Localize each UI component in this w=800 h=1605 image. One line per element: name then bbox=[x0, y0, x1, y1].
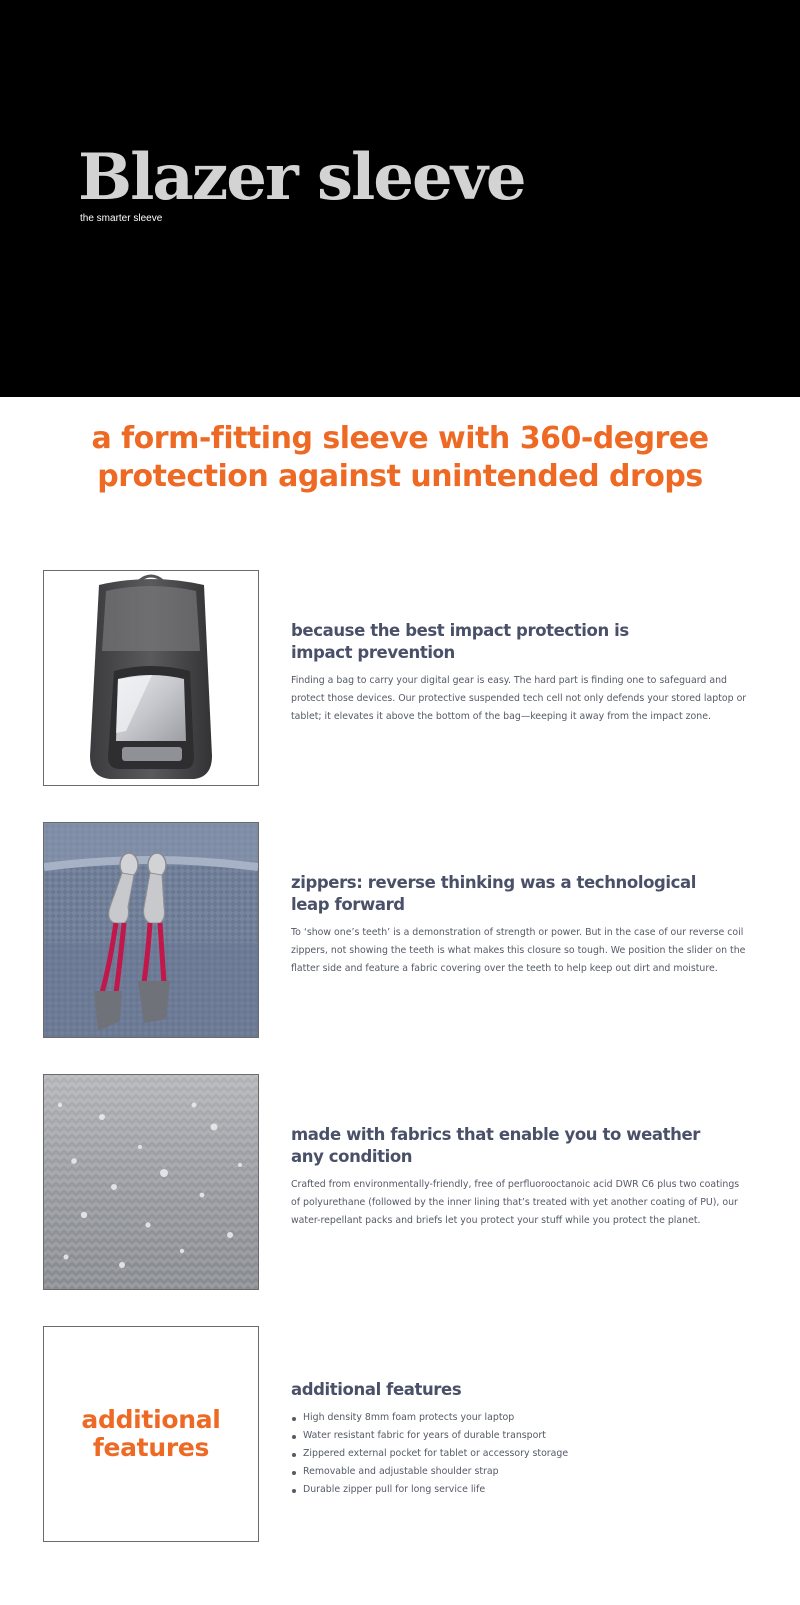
feature-fabrics-title-line-2: any condition bbox=[291, 1147, 413, 1166]
tagline-line-2: protection against unintended drops bbox=[97, 459, 703, 494]
feature-fabrics-body: Crafted from environmentally-friendly, free of perfluorooctanoic acid DWR C6 plus two coatings of polyurethane (followed by the inner lining that’s treated with yet another coating of PU), our water-repellant packs and briefs let you protect your stuff while you protect the planet. bbox=[291, 1179, 740, 1226]
additional-box-line-1: additional bbox=[81, 1405, 221, 1434]
feature-zippers bbox=[0, 822, 800, 1040]
list-item: High density 8mm foam protects your laptop bbox=[303, 1409, 751, 1427]
feature-fabrics-text bbox=[291, 1124, 751, 1230]
list-item: Durable zipper pull for long service life bbox=[303, 1481, 751, 1499]
feature-fabrics-title-line-1: made with fabrics that enable you to weather bbox=[291, 1125, 700, 1144]
feature-impact-text bbox=[291, 620, 751, 726]
feature-impact-title bbox=[291, 620, 751, 664]
feature-fabrics bbox=[0, 1074, 800, 1292]
hero-title: Blazer sleeve bbox=[78, 140, 525, 215]
feature-zippers-text bbox=[291, 872, 751, 978]
fabric-droplets-image bbox=[43, 1074, 259, 1290]
additional-features-text bbox=[291, 1379, 751, 1499]
feature-impact-protection bbox=[0, 570, 800, 788]
feature-zippers-title-line-1: zippers: reverse thinking was a technological bbox=[291, 873, 697, 892]
feature-impact-title-line-2: impact prevention bbox=[291, 643, 455, 662]
feature-additional bbox=[0, 1326, 800, 1544]
list-item: Water resistant fabric for years of durable transport bbox=[303, 1427, 751, 1445]
feature-zippers-title bbox=[291, 872, 751, 916]
additional-features-list bbox=[291, 1409, 751, 1499]
backpack-image bbox=[43, 570, 259, 786]
hero-subtitle: the smarter sleeve bbox=[80, 213, 163, 224]
additional-features-box-text bbox=[81, 1406, 220, 1462]
feature-zippers-body: To ‘show one’s teeth’ is a demonstration of strength or power. But in the case of our reverse coil zippers, not showing the teeth is what makes this closure so tough. We position the slider on the flatter side and feature a fabric covering over the teeth to help keep out dirt and moisture. bbox=[291, 927, 746, 974]
tagline-line-1: a form-fitting sleeve with 360-degree bbox=[91, 421, 709, 456]
feature-zippers-title-line-2: leap forward bbox=[291, 895, 405, 914]
zipper-image bbox=[43, 822, 259, 1038]
feature-impact-title-line-1: because the best impact protection is bbox=[291, 621, 629, 640]
additional-box-line-2: features bbox=[92, 1433, 210, 1462]
list-item: Zippered external pocket for tablet or accessory storage bbox=[303, 1445, 751, 1463]
feature-fabrics-title bbox=[291, 1124, 751, 1168]
feature-impact-body: Finding a bag to carry your digital gear is easy. The hard part is finding one to safeguard and protect those devices. Our protective suspended tech cell not only defends your stored laptop or tablet; it elevates it above the bottom of the bag—keeping it away from the impact zone. bbox=[291, 675, 747, 722]
additional-features-title: additional features bbox=[291, 1380, 462, 1399]
tagline bbox=[60, 420, 740, 496]
additional-features-box bbox=[43, 1326, 259, 1542]
list-item: Removable and adjustable shoulder strap bbox=[303, 1463, 751, 1481]
hero-banner bbox=[0, 0, 800, 397]
